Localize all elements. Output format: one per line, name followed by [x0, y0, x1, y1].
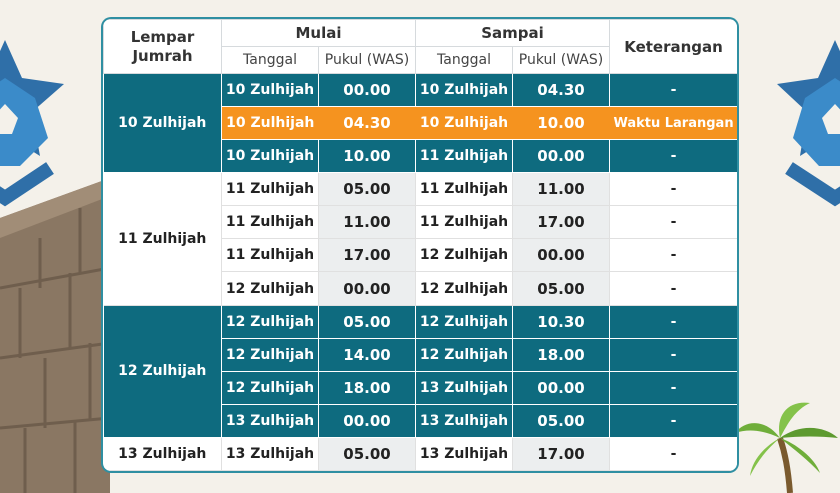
sampai-tanggal-cell: 13 Zulhijah — [416, 371, 513, 404]
header-sampai-pukul: Pukul (WAS) — [513, 47, 610, 74]
mulai-pukul-cell: 14.00 — [319, 338, 416, 371]
keterangan-cell: - — [610, 338, 737, 371]
table-row — [104, 437, 738, 470]
sampai-pukul-cell: 00.00 — [513, 140, 610, 173]
mulai-pukul-cell: 11.00 — [319, 206, 416, 239]
mulai-pukul-cell: 00.00 — [319, 272, 416, 305]
mulai-tanggal-cell: 12 Zulhijah — [222, 272, 319, 305]
mulai-pukul-cell: 05.00 — [319, 437, 416, 470]
mulai-tanggal-cell: 13 Zulhijah — [222, 404, 319, 437]
geometric-star-right-icon — [775, 38, 840, 208]
keterangan-cell: - — [610, 437, 737, 470]
sampai-tanggal-cell: 12 Zulhijah — [416, 239, 513, 272]
header-mulai-tanggal: Tanggal — [222, 47, 319, 74]
sampai-pukul-cell: 11.00 — [513, 173, 610, 206]
sampai-pukul-cell: 04.30 — [513, 74, 610, 107]
keterangan-cell: - — [610, 404, 737, 437]
sampai-tanggal-cell: 11 Zulhijah — [416, 206, 513, 239]
sampai-tanggal-cell: 13 Zulhijah — [416, 437, 513, 470]
schedule-table — [103, 19, 737, 471]
mulai-pukul-cell: 00.00 — [319, 404, 416, 437]
header-keterangan: Keterangan — [610, 20, 737, 74]
header-lempar-text: Lempar Jumrah — [130, 27, 195, 65]
sampai-pukul-cell: 17.00 — [513, 437, 610, 470]
stone-wall-illustration — [0, 178, 110, 493]
header-lempar-jumrah — [104, 20, 222, 74]
keterangan-cell: - — [610, 173, 737, 206]
keterangan-cell: - — [610, 272, 737, 305]
mulai-tanggal-cell: 10 Zulhijah — [222, 107, 319, 140]
group-label: 10 Zulhijah — [104, 74, 222, 173]
mulai-tanggal-cell: 11 Zulhijah — [222, 239, 319, 272]
mulai-pukul-cell: 05.00 — [319, 173, 416, 206]
sampai-pukul-cell: 17.00 — [513, 206, 610, 239]
sampai-pukul-cell: 05.00 — [513, 404, 610, 437]
mulai-pukul-cell: 00.00 — [319, 74, 416, 107]
sampai-tanggal-cell: 12 Zulhijah — [416, 305, 513, 338]
group-label: 11 Zulhijah — [104, 173, 222, 305]
mulai-pukul-cell: 18.00 — [319, 371, 416, 404]
header-sampai: Sampai — [416, 20, 610, 47]
mulai-tanggal-cell: 12 Zulhijah — [222, 338, 319, 371]
table-row — [104, 305, 738, 338]
sampai-pukul-cell: 00.00 — [513, 371, 610, 404]
keterangan-cell: - — [610, 140, 737, 173]
sampai-tanggal-cell: 10 Zulhijah — [416, 107, 513, 140]
sampai-tanggal-cell: 13 Zulhijah — [416, 404, 513, 437]
keterangan-cell: - — [610, 305, 737, 338]
mulai-tanggal-cell: 13 Zulhijah — [222, 437, 319, 470]
mulai-tanggal-cell: 11 Zulhijah — [222, 206, 319, 239]
mulai-tanggal-cell: 10 Zulhijah — [222, 74, 319, 107]
mulai-tanggal-cell: 12 Zulhijah — [222, 305, 319, 338]
sampai-tanggal-cell: 10 Zulhijah — [416, 74, 513, 107]
sampai-tanggal-cell: 11 Zulhijah — [416, 173, 513, 206]
mulai-tanggal-cell: 12 Zulhijah — [222, 371, 319, 404]
mulai-pukul-cell: 10.00 — [319, 140, 416, 173]
sampai-pukul-cell: 10.30 — [513, 305, 610, 338]
table-row — [104, 173, 738, 206]
header-sampai-tanggal: Tanggal — [416, 47, 513, 74]
sampai-pukul-cell: 05.00 — [513, 272, 610, 305]
group-label: 12 Zulhijah — [104, 305, 222, 437]
keterangan-cell: - — [610, 239, 737, 272]
jumrah-schedule-table — [103, 19, 737, 471]
mulai-pukul-cell: 04.30 — [319, 107, 416, 140]
sampai-tanggal-cell: 12 Zulhijah — [416, 272, 513, 305]
mulai-tanggal-cell: 10 Zulhijah — [222, 140, 319, 173]
keterangan-cell: - — [610, 371, 737, 404]
keterangan-cell: Waktu Larangan — [610, 107, 737, 140]
schedule-body — [104, 74, 738, 471]
group-label: 13 Zulhijah — [104, 437, 222, 470]
sampai-pukul-cell: 00.00 — [513, 239, 610, 272]
keterangan-cell: - — [610, 74, 737, 107]
mulai-tanggal-cell: 11 Zulhijah — [222, 173, 319, 206]
table-row — [104, 74, 738, 107]
mulai-pukul-cell: 17.00 — [319, 239, 416, 272]
mulai-pukul-cell: 05.00 — [319, 305, 416, 338]
header-mulai: Mulai — [222, 20, 416, 47]
palm-tree-illustration — [730, 398, 840, 493]
sampai-tanggal-cell: 12 Zulhijah — [416, 338, 513, 371]
sampai-tanggal-cell: 11 Zulhijah — [416, 140, 513, 173]
keterangan-cell: - — [610, 206, 737, 239]
header-mulai-pukul: Pukul (WAS) — [319, 47, 416, 74]
sampai-pukul-cell: 18.00 — [513, 338, 610, 371]
sampai-pukul-cell: 10.00 — [513, 107, 610, 140]
